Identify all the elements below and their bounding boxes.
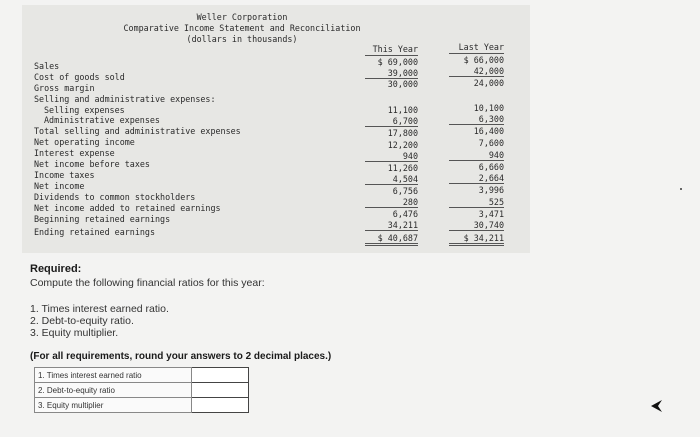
this-year-dividends: 280 xyxy=(365,197,418,208)
requirement-item: 2. Debt-to-equity ratio. xyxy=(30,315,134,327)
answer-label-tie: 1. Times interest earned ratio xyxy=(35,368,192,383)
row-label-admin: Administrative expenses xyxy=(44,115,160,125)
requirement-item: 1. Times interest earned ratio. xyxy=(30,303,169,315)
answer-input-debt-equity[interactable] xyxy=(192,383,249,398)
row-label-net-operating-income: Net operating income xyxy=(34,137,135,147)
last-year-income-taxes: 2,664 xyxy=(449,173,504,184)
company-name: Weller Corporation xyxy=(196,12,288,22)
row-label-gross-margin: Gross margin xyxy=(34,83,95,93)
last-year-net-operating-income: 7,600 xyxy=(478,138,504,148)
rounding-note: (For all requirements, round your answers to 2 decimal places.) xyxy=(30,351,332,362)
this-year-income-taxes: 4,504 xyxy=(365,174,418,185)
last-year-admin: 6,300 xyxy=(449,114,504,125)
last-year-net-income: 3,996 xyxy=(478,185,504,195)
row-label-income-taxes: Income taxes xyxy=(34,170,95,180)
this-year-net-income: 6,756 xyxy=(392,186,418,196)
this-year-net-operating-income: 12,200 xyxy=(387,140,418,150)
table-row xyxy=(35,368,249,383)
table-row xyxy=(35,398,249,413)
row-label-ending-retained: Ending retained earnings xyxy=(34,227,156,237)
last-year-dividends: 525 xyxy=(449,197,504,208)
row-label-selling: Selling expenses xyxy=(44,105,125,115)
this-year-income-before-taxes: 11,260 xyxy=(387,163,418,173)
income-statement-image xyxy=(22,5,530,253)
this-year-added-retained: 6,476 xyxy=(392,209,418,219)
row-label-beginning-retained: Beginning retained earnings xyxy=(34,214,171,224)
last-year-selling: 10,100 xyxy=(473,103,504,113)
answer-input-equity-multiplier[interactable] xyxy=(192,398,249,413)
question-prompt: Compute the following financial ratios for this year: xyxy=(30,277,265,289)
this-year-beginning-retained: 34,211 xyxy=(365,220,418,231)
last-year-gross-margin: 24,000 xyxy=(473,78,504,88)
answer-label-debt-equity: 2. Debt-to-equity ratio xyxy=(35,383,192,398)
this-year-admin: 6,700 xyxy=(365,116,418,127)
this-year-interest-expense: 940 xyxy=(365,151,418,162)
last-year-added-retained: 3,471 xyxy=(478,209,504,219)
speck xyxy=(680,188,682,190)
mouse-cursor-icon xyxy=(650,399,664,418)
last-year-beginning-retained: 30,740 xyxy=(449,220,504,231)
answer-input-tie[interactable] xyxy=(192,368,249,383)
row-label-total-sga: Total selling and administrative expenses xyxy=(34,126,241,136)
last-year-total-sga: 16,400 xyxy=(473,126,504,136)
required-heading: Required: xyxy=(30,263,82,275)
row-label-net-income: Net income xyxy=(34,181,85,191)
this-year-ending-retained: $ 40,687 xyxy=(365,233,418,246)
row-label-interest-expense: Interest expense xyxy=(34,148,115,158)
table-row xyxy=(35,383,249,398)
column-header-last-year: Last Year xyxy=(449,42,504,54)
row-label-cogs: Cost of goods sold xyxy=(34,72,125,82)
answer-table xyxy=(34,367,249,413)
last-year-sales: $ 66,000 xyxy=(463,55,504,65)
this-year-cogs: 39,000 xyxy=(365,68,418,79)
row-label-sales: Sales xyxy=(34,61,60,71)
column-header-this-year: This Year xyxy=(365,44,418,56)
last-year-interest-expense: 940 xyxy=(449,150,504,161)
this-year-total-sga: 17,800 xyxy=(387,128,418,138)
last-year-cogs: 42,000 xyxy=(449,66,504,77)
answer-label-equity-multiplier: 3. Equity multiplier xyxy=(35,398,192,413)
this-year-sales: $ 69,000 xyxy=(377,57,418,67)
row-label-income-before-taxes: Net income before taxes xyxy=(34,159,150,169)
row-label-sga-header: Selling and administrative expenses: xyxy=(34,94,216,104)
this-year-selling: 11,100 xyxy=(387,105,418,115)
row-label-dividends: Dividends to common stockholders xyxy=(34,192,196,202)
this-year-gross-margin: 30,000 xyxy=(387,79,418,89)
last-year-ending-retained: $ 34,211 xyxy=(449,233,504,246)
row-label-added-retained: Net income added to retained earnings xyxy=(34,203,221,213)
statement-units: (dollars in thousands) xyxy=(186,34,298,44)
requirement-item: 3. Equity multiplier. xyxy=(30,327,119,339)
last-year-income-before-taxes: 6,660 xyxy=(478,162,504,172)
statement-title: Comparative Income Statement and Reconciliation xyxy=(123,23,361,33)
